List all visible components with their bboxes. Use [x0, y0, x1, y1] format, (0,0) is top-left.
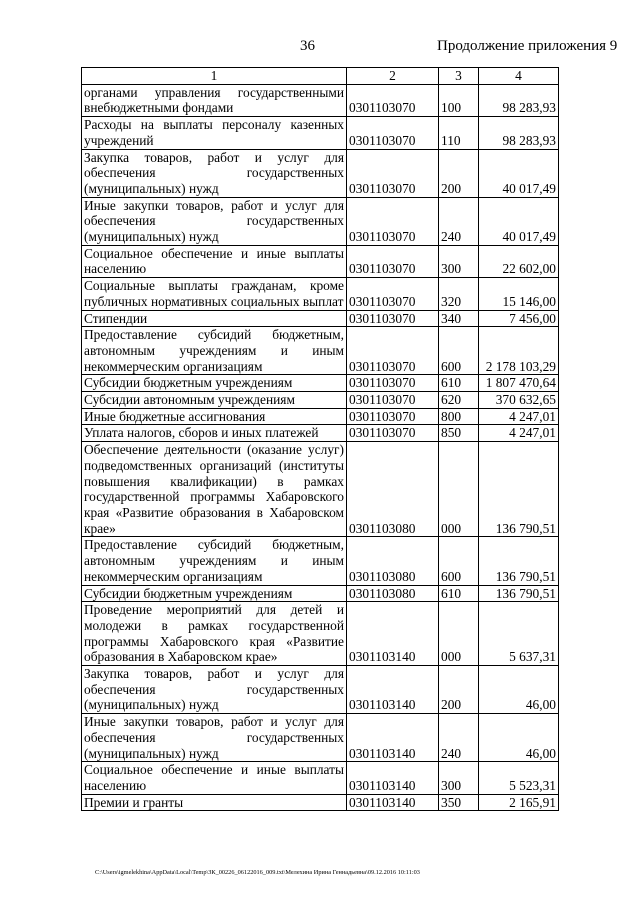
table-row — [82, 714, 559, 762]
row-name-cell: Стипендии — [82, 310, 347, 327]
row-code-cell: 0301103070 — [347, 425, 439, 442]
row-amount-cell: 40 017,49 — [479, 149, 559, 197]
row-amount-cell: 2 178 103,29 — [479, 327, 559, 375]
row-code-cell: 0301103070 — [347, 117, 439, 149]
row-name-cell: Иные бюджетные ассигнования — [82, 408, 347, 425]
table-body — [82, 84, 559, 811]
page-number: 36 — [300, 38, 315, 54]
table-row — [82, 666, 559, 714]
row-expense-type-cell: 610 — [439, 375, 479, 392]
row-name-cell: Расходы на выплаты персоналу казенных учреждений — [82, 117, 347, 149]
row-amount-cell: 370 632,65 — [479, 392, 559, 409]
row-code-cell: 0301103070 — [347, 392, 439, 409]
row-amount-cell: 40 017,49 — [479, 197, 559, 245]
row-expense-type-cell: 000 — [439, 602, 479, 666]
row-code-cell: 0301103070 — [347, 310, 439, 327]
row-expense-type-cell: 000 — [439, 442, 479, 537]
column-header: 4 — [479, 68, 559, 85]
table-row — [82, 117, 559, 149]
row-name-cell: Социальные выплаты гражданам, кроме публичных нормативных социальных выплат — [82, 278, 347, 310]
row-amount-cell: 4 247,01 — [479, 425, 559, 442]
row-name-cell: органами управления государственными внебюджетными фондами — [82, 84, 347, 116]
table-row — [82, 585, 559, 602]
table-row — [82, 392, 559, 409]
row-amount-cell: 136 790,51 — [479, 442, 559, 537]
row-name-cell: Закупка товаров, работ и услуг для обеспечения государственных (муниципальных) нужд — [82, 149, 347, 197]
row-code-cell: 0301103070 — [347, 375, 439, 392]
table-row — [82, 425, 559, 442]
row-amount-cell: 46,00 — [479, 666, 559, 714]
table-row — [82, 408, 559, 425]
row-expense-type-cell: 350 — [439, 794, 479, 811]
row-code-cell: 0301103070 — [347, 84, 439, 116]
row-expense-type-cell: 200 — [439, 149, 479, 197]
row-amount-cell: 22 602,00 — [479, 245, 559, 277]
row-expense-type-cell: 240 — [439, 714, 479, 762]
row-amount-cell: 98 283,93 — [479, 117, 559, 149]
row-amount-cell: 7 456,00 — [479, 310, 559, 327]
table-row — [82, 537, 559, 585]
table-row — [82, 310, 559, 327]
footer-file-path: C:\Users\igmelekhina\AppData\Local\Temp\ЗК_00226_06122016_009.txt\Мелехина Ирина Геннадьевна\09.12.2016 10:11:03 — [95, 869, 420, 876]
row-expense-type-cell: 320 — [439, 278, 479, 310]
row-expense-type-cell: 240 — [439, 197, 479, 245]
row-code-cell: 0301103080 — [347, 585, 439, 602]
row-expense-type-cell: 600 — [439, 537, 479, 585]
row-code-cell: 0301103140 — [347, 666, 439, 714]
row-expense-type-cell: 200 — [439, 666, 479, 714]
table-row — [82, 602, 559, 666]
table-row — [82, 327, 559, 375]
row-expense-type-cell: 600 — [439, 327, 479, 375]
row-amount-cell: 5 523,31 — [479, 762, 559, 794]
row-expense-type-cell: 620 — [439, 392, 479, 409]
row-name-cell: Социальное обеспечение и иные выплаты населению — [82, 245, 347, 277]
table-row — [82, 794, 559, 811]
table-row — [82, 278, 559, 310]
row-name-cell: Социальное обеспечение и иные выплаты населению — [82, 762, 347, 794]
table-row — [82, 84, 559, 116]
row-name-cell: Уплата налогов, сборов и иных платежей — [82, 425, 347, 442]
column-header: 3 — [439, 68, 479, 85]
row-amount-cell: 2 165,91 — [479, 794, 559, 811]
row-amount-cell: 46,00 — [479, 714, 559, 762]
row-expense-type-cell: 100 — [439, 84, 479, 116]
column-header: 1 — [82, 68, 347, 85]
row-name-cell: Закупка товаров, работ и услуг для обеспечения государственных (муниципальных) нужд — [82, 666, 347, 714]
row-name-cell: Иные закупки товаров, работ и услуг для обеспечения государственных (муниципальных) нужд — [82, 197, 347, 245]
row-code-cell: 0301103070 — [347, 327, 439, 375]
row-code-cell: 0301103140 — [347, 794, 439, 811]
row-code-cell: 0301103080 — [347, 537, 439, 585]
table-row — [82, 245, 559, 277]
table-header-row — [82, 68, 559, 85]
row-code-cell: 0301103140 — [347, 602, 439, 666]
row-name-cell: Субсидии бюджетным учреждениям — [82, 585, 347, 602]
row-code-cell: 0301103070 — [347, 197, 439, 245]
row-name-cell: Субсидии бюджетным учреждениям — [82, 375, 347, 392]
row-amount-cell: 136 790,51 — [479, 585, 559, 602]
table-row — [82, 442, 559, 537]
table-row — [82, 197, 559, 245]
row-amount-cell: 5 637,31 — [479, 602, 559, 666]
row-name-cell: Обеспечение деятельности (оказание услуг) подведомственных организаций (институты повышения квалификации) в рамках государственной программы Хабаровского края «Развитие образования в Хабаровском крае» — [82, 442, 347, 537]
continuation-label: Продолжение приложения 9 — [437, 38, 618, 54]
row-expense-type-cell: 300 — [439, 245, 479, 277]
table-row — [82, 375, 559, 392]
column-header: 2 — [347, 68, 439, 85]
row-code-cell: 0301103140 — [347, 714, 439, 762]
table-row — [82, 762, 559, 794]
row-name-cell: Иные закупки товаров, работ и услуг для обеспечения государственных (муниципальных) нужд — [82, 714, 347, 762]
row-amount-cell: 4 247,01 — [479, 408, 559, 425]
row-code-cell: 0301103070 — [347, 245, 439, 277]
row-expense-type-cell: 340 — [439, 310, 479, 327]
row-expense-type-cell: 300 — [439, 762, 479, 794]
row-expense-type-cell: 800 — [439, 408, 479, 425]
row-name-cell: Премии и гранты — [82, 794, 347, 811]
row-name-cell: Проведение мероприятий для детей и молодежи в рамках государственной программы Хабаровского края «Развитие образования в Хабаровском крае» — [82, 602, 347, 666]
row-name-cell: Предоставление субсидий бюджетным, автономным учреждениям и иным некоммерческим организациям — [82, 537, 347, 585]
row-code-cell: 0301103140 — [347, 762, 439, 794]
row-code-cell: 0301103070 — [347, 149, 439, 197]
row-amount-cell: 1 807 470,64 — [479, 375, 559, 392]
row-code-cell: 0301103070 — [347, 408, 439, 425]
row-amount-cell: 98 283,93 — [479, 84, 559, 116]
table-row — [82, 149, 559, 197]
row-code-cell: 0301103080 — [347, 442, 439, 537]
budget-table — [81, 67, 559, 811]
row-amount-cell: 136 790,51 — [479, 537, 559, 585]
row-expense-type-cell: 610 — [439, 585, 479, 602]
row-amount-cell: 15 146,00 — [479, 278, 559, 310]
row-name-cell: Предоставление субсидий бюджетным, автономным учреждениям и иным некоммерческим организациям — [82, 327, 347, 375]
row-expense-type-cell: 850 — [439, 425, 479, 442]
row-name-cell: Субсидии автономным учреждениям — [82, 392, 347, 409]
row-code-cell: 0301103070 — [347, 278, 439, 310]
row-expense-type-cell: 110 — [439, 117, 479, 149]
